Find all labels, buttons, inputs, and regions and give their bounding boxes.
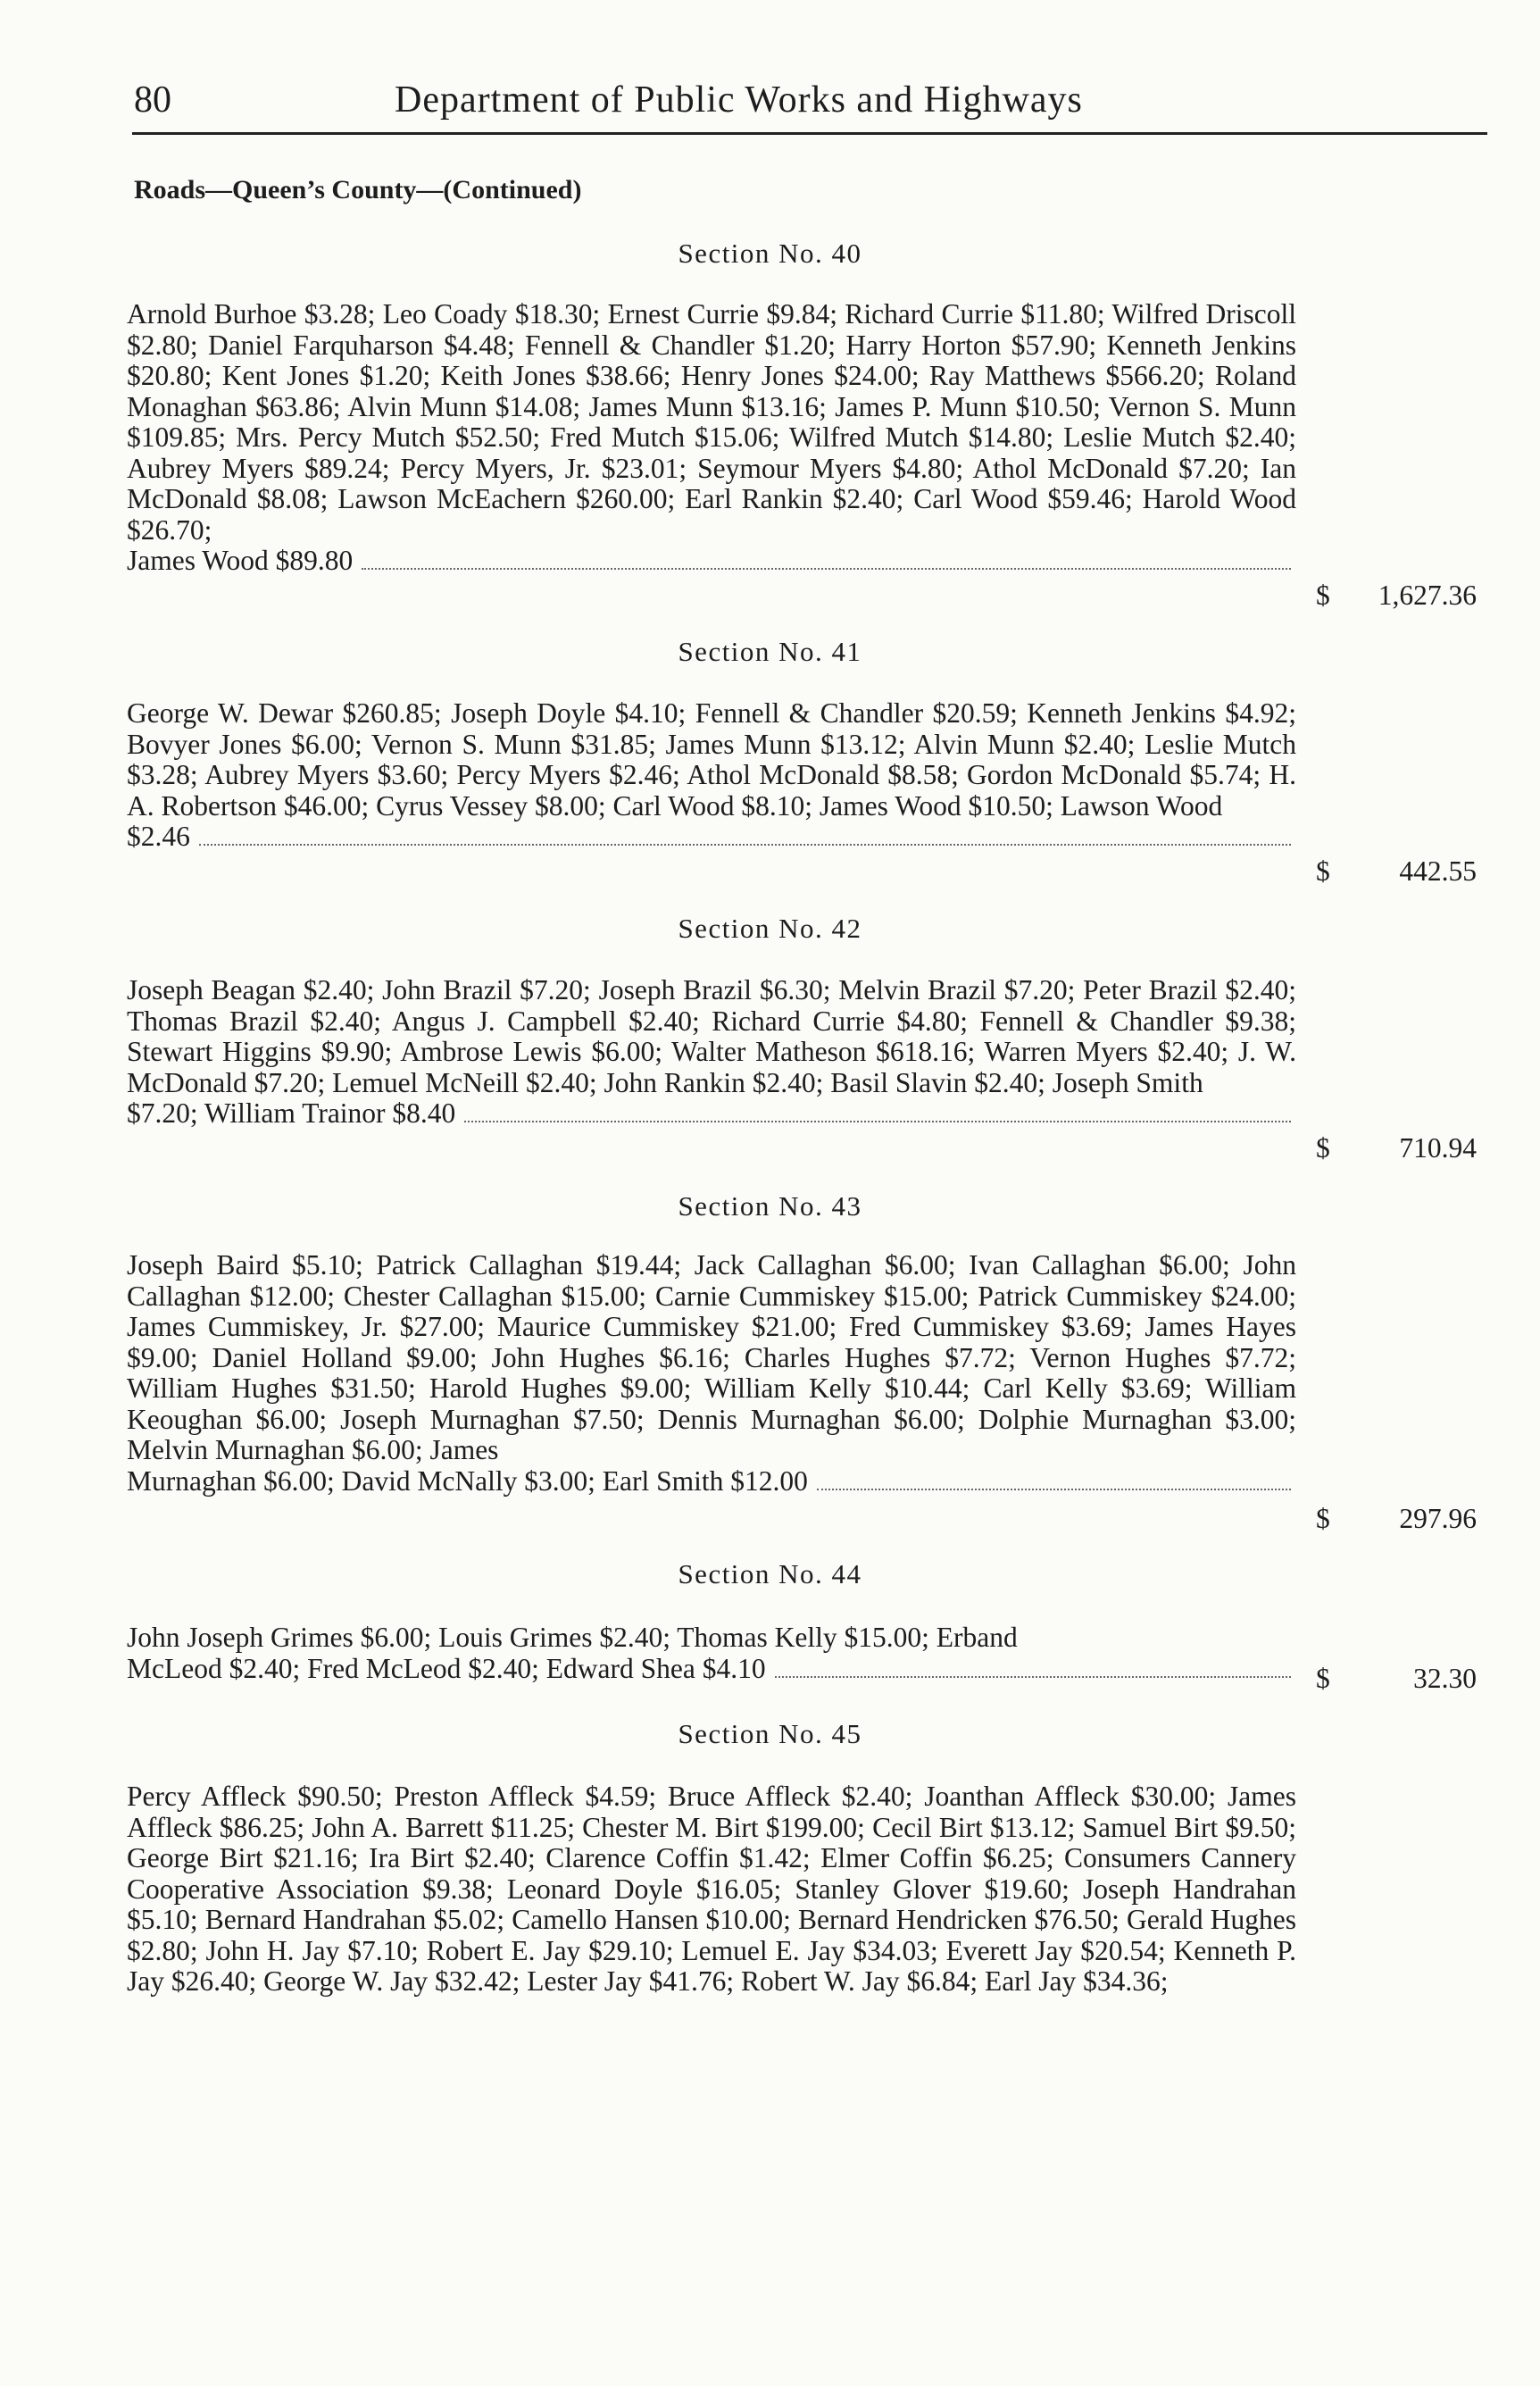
paragraph-last-line: [127, 1654, 1296, 1685]
section-paragraph: [127, 1781, 1296, 1998]
section-paragraph: [127, 1623, 1296, 1684]
dot-leader: [775, 1676, 1291, 1678]
section-title: Section No. 42: [678, 913, 862, 944]
currency-sign: $: [1316, 580, 1330, 611]
section-paragraph: [127, 1250, 1296, 1497]
section-title: Section No. 45: [678, 1718, 862, 1749]
paragraph-text: Percy Affleck $90.50; Preston Affleck $4.59; Bruce Affleck $2.40; Joanthan Affleck $30.00; James Affleck $86.25; John A. Barrett $11.25; Chester M. Birt $199.00; Cecil Birt $13.12; Samuel Birt $9.50; George Birt $21.16; Ira Birt $2.40; Clarence Coffin $1.42; Elmer Coffin $6.25; Consumers Cannery Cooperative Association $9.38; Leonard Doyle $16.05; Stanley Glover $19.60; Joseph Handrahan $5.10; Bernard Handrahan $5.02; Camello Hansen $10.00; Bernard Hendricken $76.50; Gerald Hughes $2.80; John H. Jay $7.10; Robert E. Jay $29.10; Lemuel E. Jay $34.03; Everett Jay $20.54; Kenneth P. Jay $26.40; George W. Jay $32.42; Lester Jay $41.76; Robert W. Jay $6.84; Earl Jay $34.36;: [127, 1781, 1296, 1997]
section-total: [1316, 1132, 1477, 1164]
total-value: 442.55: [1399, 855, 1477, 887]
section-paragraph: [127, 299, 1296, 577]
paragraph-last-line: [127, 546, 1296, 577]
total-value: 710.94: [1399, 1132, 1477, 1164]
dot-leader: [199, 844, 1291, 846]
section-total: [1316, 1663, 1477, 1695]
last-line-text: Murnaghan $6.00; David McNally $3.00; Earl Smith $12.00: [127, 1464, 808, 1497]
section-paragraph: [127, 975, 1296, 1130]
total-value: 32.30: [1413, 1663, 1477, 1694]
last-line-text: $2.46: [127, 821, 190, 852]
paragraph-text: Joseph Beagan $2.40; John Brazil $7.20; Joseph Brazil $6.30; Melvin Brazil $7.20; Peter Brazil $2.40; Thomas Brazil $2.40; Angus J. Campbell $2.40; Richard Currie $4.80; Fennell & Chandler $9.38; Stewart Higgins $9.90; Ambrose Lewis $6.00; Walter Matheson $618.16; Warren Myers $2.40; J. W. McDonald $7.20; Lemuel McNeill $2.40; John Rankin $2.40; Basil Slavin $2.40; Joseph Smith: [127, 974, 1296, 1098]
currency-sign: $: [1316, 1503, 1330, 1534]
paragraph-text: John Joseph Grimes $6.00; Louis Grimes $2.40; Thomas Kelly $15.00; Erband: [127, 1622, 1018, 1653]
last-line-text: James Wood $89.80: [127, 545, 354, 576]
paragraph-text: George W. Dewar $260.85; Joseph Doyle $4.10; Fennell & Chandler $20.59; Kenneth Jenkins $4.92; Bovyer Jones $6.00; Vernon S. Munn $31.85; James Munn $13.12; Alvin Munn $2.40; Leslie Mutch $3.28; Aubrey Myers $3.60; Percy Myers $2.46; Athol McDonald $8.58; Gordon McDonald $5.74; H. A. Robertson $46.00; Cyrus Vessey $8.00; Carl Wood $8.10; James Wood $10.50; Lawson Wood: [127, 697, 1296, 822]
total-value: 297.96: [1399, 1503, 1477, 1534]
currency-sign: $: [1316, 855, 1330, 887]
paragraph-last-line: [127, 822, 1296, 853]
section-title: Section No. 43: [678, 1190, 862, 1222]
running-title: Department of Public Works and Highways: [395, 79, 1083, 121]
dot-leader: [362, 568, 1291, 570]
section-total: [1316, 1503, 1477, 1535]
dot-leader: [817, 1489, 1291, 1490]
running-header: [127, 71, 1484, 123]
section-title: Section No. 44: [678, 1558, 862, 1589]
last-line-text: $7.20; William Trainor $8.40: [127, 1097, 456, 1129]
paragraph-last-line: [127, 1098, 1296, 1130]
currency-sign: $: [1316, 1132, 1330, 1164]
section-title: Section No. 41: [678, 636, 862, 667]
paragraph-text: Arnold Burhoe $3.28; Leo Coady $18.30; Ernest Currie $9.84; Richard Currie $11.80; Wilfred Driscoll $2.80; Daniel Farquharson $4.48; Fennell & Chandler $1.20; Harry Horton $57.90; Kenneth Jenkins $20.80; Kent Jones $1.20; Keith Jones $38.66; Henry Jones $24.00; Ray Matthews $566.20; Roland Monaghan $63.86; Alvin Munn $14.08; James Munn $13.16; James P. Munn $10.50; Vernon S. Munn $109.85; Mrs. Percy Mutch $52.50; Fred Mutch $15.06; Wilfred Mutch $14.80; Leslie Mutch $2.40; Aubrey Myers $89.24; Percy Myers, Jr. $23.01; Seymour Myers $4.80; Athol McDonald $7.20; Ian McDonald $8.08; Lawson McEachern $260.00; Earl Rankin $2.40; Carl Wood $59.46; Harold Wood $26.70;: [127, 298, 1296, 546]
paragraph-text: Joseph Baird $5.10; Patrick Callaghan $19.44; Jack Callaghan $6.00; Ivan Callaghan $6.00; John Callaghan $12.00; Chester Callaghan $15.00; Carnie Cummiskey $15.00; Patrick Cummiskey $24.00; James Cummiskey, Jr. $27.00; Maurice Cummiskey $21.00; Fred Cummiskey $3.69; James Hayes $9.00; Daniel Holland $9.00; John Hughes $6.16; Charles Hughes $7.72; Vernon Hughes $7.72; William Hughes $31.50; Harold Hughes $9.00; William Kelly $10.44; Carl Kelly $3.69; William Keoughan $6.00; Joseph Murnaghan $7.50; Dennis Murnaghan $6.00; Dolphie Murnaghan $3.00; Melvin Murnaghan $6.00; James: [127, 1249, 1296, 1465]
last-line-text: McLeod $2.40; Fred McLeod $2.40; Edward Shea $4.10: [127, 1652, 766, 1684]
header-rule: [132, 132, 1487, 135]
total-value: 1,627.36: [1378, 580, 1477, 611]
page-number: 80: [134, 79, 171, 121]
section-title: Section No. 40: [678, 238, 862, 269]
section-total: [1316, 855, 1477, 888]
page-heading: Roads—Queen’s County—(Continued): [134, 175, 582, 204]
currency-sign: $: [1316, 1663, 1330, 1694]
paragraph-last-line: [127, 1466, 1296, 1498]
section-total: [1316, 580, 1477, 612]
section-paragraph: [127, 698, 1296, 853]
dot-leader: [464, 1121, 1291, 1122]
